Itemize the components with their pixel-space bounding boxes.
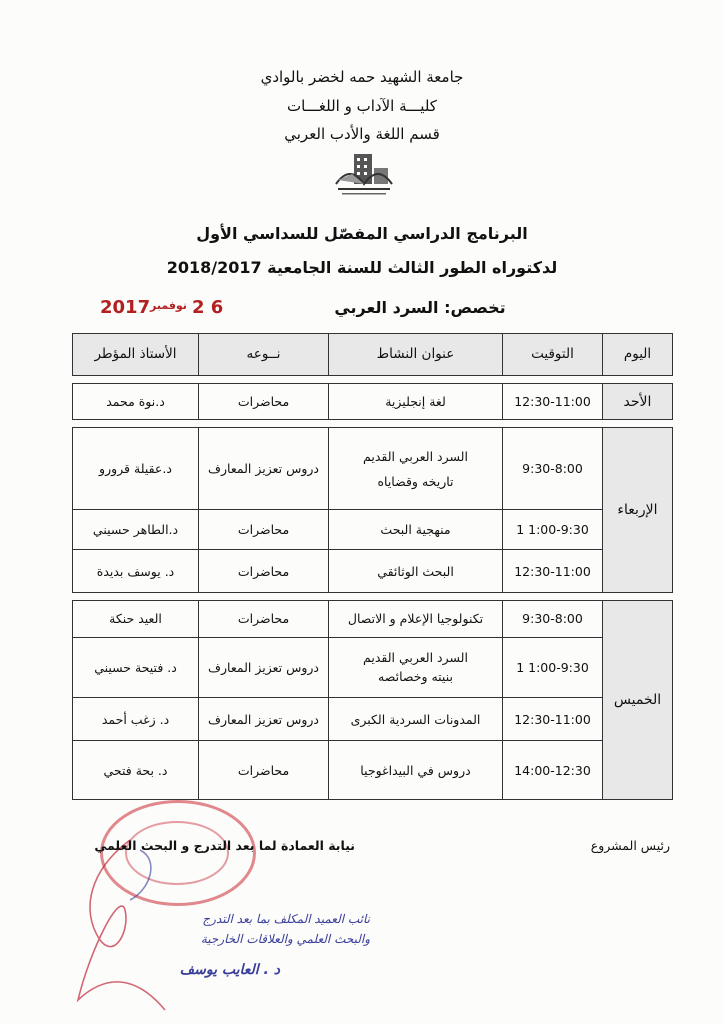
day-cell-wednesday: الإربعاء bbox=[603, 428, 673, 592]
table-row bbox=[73, 428, 673, 509]
time-cell: 12:30-11:00 bbox=[503, 383, 603, 420]
type-cell: محاضرات bbox=[199, 383, 329, 420]
time-cell: 12:30-11:00 bbox=[503, 698, 603, 741]
type-cell: محاضرات bbox=[199, 550, 329, 593]
university-logo bbox=[334, 150, 394, 200]
signature-line-1: نائب العميد المكلف بما بعد التدرج bbox=[202, 912, 370, 926]
type-cell: دروس تعزيز المعارف bbox=[199, 428, 329, 509]
table-row bbox=[73, 509, 673, 550]
header-time: التوقيت bbox=[503, 334, 603, 376]
date-year: 2017 bbox=[100, 297, 151, 318]
type-cell: محاضرات bbox=[199, 741, 329, 800]
time-cell: 14:00-12:30 bbox=[503, 741, 603, 800]
type-cell: دروس تعزيز المعارف bbox=[199, 698, 329, 741]
signature-line-2: والبحث العلمي والعلاقات الخارجية bbox=[200, 932, 370, 946]
activity-cell: البحث الوثائقي bbox=[329, 550, 503, 593]
activity-cell bbox=[329, 637, 503, 698]
signature-name: د . العايب يوسف bbox=[179, 962, 280, 978]
footer-deanery: نيابة العمادة لما بعد التدرج و البحث العلمي bbox=[94, 838, 355, 853]
table-row bbox=[73, 383, 673, 420]
faculty-name: كليـــة الآداب و اللغـــات bbox=[287, 97, 437, 115]
time-cell: 9:30-8:00 bbox=[503, 428, 603, 509]
header-day: اليوم bbox=[603, 334, 673, 376]
activity-cell bbox=[329, 428, 503, 509]
date-stamp bbox=[100, 295, 230, 319]
header-type: نــوعه bbox=[199, 334, 329, 376]
professor-cell: د. بحة فتحي bbox=[73, 741, 199, 800]
activity-cell: المدونات السردية الكبرى bbox=[329, 698, 503, 741]
header-professor: الأستاذ المؤطر bbox=[73, 334, 199, 376]
footer-project-head: رئيس المشروع bbox=[590, 838, 670, 853]
activity-line-2: بنيته وخصائصه bbox=[378, 669, 453, 685]
schedule-table bbox=[72, 333, 673, 800]
activity-cell: تكنولوجيا الإعلام و الاتصال bbox=[329, 600, 503, 637]
program-subtitle: لدكتوراه الطور الثالث للسنة الجامعية 2018/2017 bbox=[166, 258, 558, 277]
professor-cell: د.عقيلة قرورو bbox=[73, 428, 199, 509]
table-row bbox=[73, 600, 673, 637]
activity-cell: منهجية البحث bbox=[329, 509, 503, 550]
specialization: تخصص: السرد العربي bbox=[334, 298, 506, 317]
activity-line-2: تاريخه وقضاياه bbox=[377, 473, 454, 489]
activity-cell: لغة إنجليزية bbox=[329, 383, 503, 420]
professor-cell: د. زغب أحمد bbox=[73, 698, 199, 741]
professor-cell: د. يوسف بديدة bbox=[73, 550, 199, 593]
professor-cell: د. فتيحة حسيني bbox=[73, 637, 199, 698]
university-name: جامعة الشهيد حمه لخضر بالوادي bbox=[260, 68, 464, 86]
time-cell: 12:30-11:00 bbox=[503, 550, 603, 593]
table-row bbox=[73, 741, 673, 800]
type-cell: محاضرات bbox=[199, 509, 329, 550]
time-cell: 1 1:00-9:30 bbox=[503, 509, 603, 550]
table-row bbox=[73, 698, 673, 741]
activity-line-1: السرد العربي القديم bbox=[363, 650, 468, 666]
type-cell: دروس تعزيز المعارف bbox=[199, 637, 329, 698]
table-row bbox=[73, 637, 673, 698]
date-day: 2 6 bbox=[192, 297, 224, 318]
program-title: البرنامج الدراسي المفصّل للسداسي الأول bbox=[196, 224, 528, 243]
header-activity: عنوان النشاط bbox=[329, 334, 503, 376]
day-cell-thursday: الخميس bbox=[603, 600, 673, 799]
day-cell-sunday: الأحد bbox=[603, 383, 673, 420]
time-cell: 1 1:00-9:30 bbox=[503, 637, 603, 698]
activity-line-1: السرد العربي القديم bbox=[363, 448, 468, 464]
table-header-row bbox=[73, 334, 673, 376]
activity-cell: دروس في البيداغوجيا bbox=[329, 741, 503, 800]
date-month: نوفمبر bbox=[150, 299, 187, 312]
time-cell: 9:30-8:00 bbox=[503, 600, 603, 637]
professor-cell: د.نوة محمد bbox=[73, 383, 199, 420]
table-row bbox=[73, 550, 673, 593]
professor-cell: العيد حنكة bbox=[73, 600, 199, 637]
type-cell: محاضرات bbox=[199, 600, 329, 637]
department-name: قسم اللغة والأدب العربي bbox=[284, 125, 440, 143]
professor-cell: د.الطاهر حسيني bbox=[73, 509, 199, 550]
